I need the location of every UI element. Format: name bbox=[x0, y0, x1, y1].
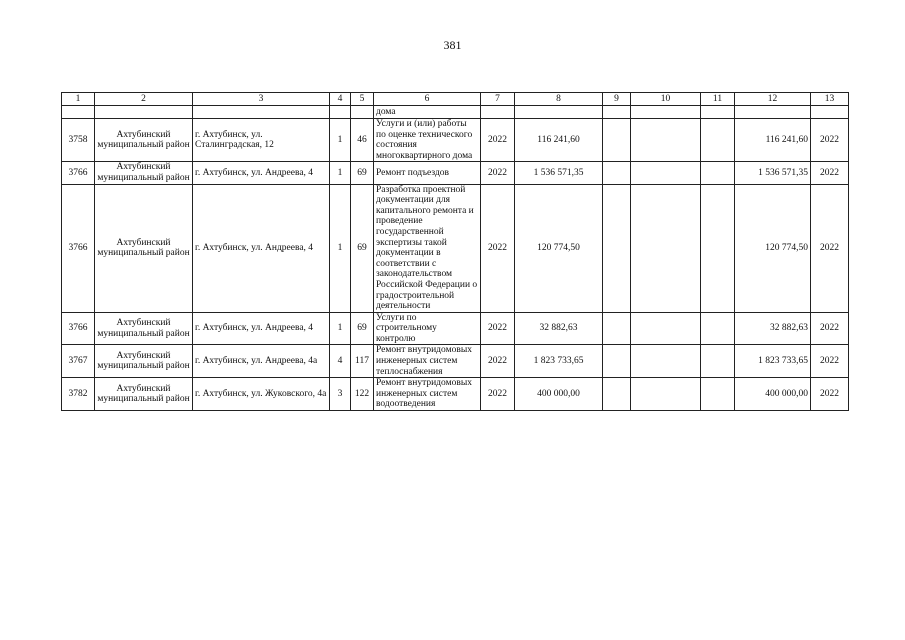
table-row bbox=[62, 184, 849, 312]
table-cell: 122 bbox=[351, 378, 374, 411]
column-header: 10 bbox=[631, 93, 701, 106]
work-type-cell: Разработка проектной документации для капитального ремонта и проведение государственной экспертизы такой документации в соответствии с законодательством Российской Федерации о градостроительной деятельности bbox=[374, 184, 481, 312]
table-row bbox=[62, 312, 849, 345]
row-number-cell: 3758 bbox=[62, 119, 95, 162]
column-header: 13 bbox=[811, 93, 849, 106]
table-cell: 3 bbox=[330, 378, 351, 411]
header-row bbox=[62, 93, 849, 106]
repair-program-table bbox=[61, 92, 849, 411]
table-cell bbox=[701, 312, 735, 345]
table-cell bbox=[631, 119, 701, 162]
column-header: 7 bbox=[481, 93, 515, 106]
work-type-cell: Услуги по строительному контролю bbox=[374, 312, 481, 345]
total-cost-cell: 120 774,50 bbox=[735, 184, 811, 312]
work-type-cell: Ремонт внутридомовых инженерных систем теплоснабжения bbox=[374, 345, 481, 378]
district-cell: Ахтубинский муниципальный район bbox=[95, 378, 193, 411]
total-cost-cell: 1 536 571,35 bbox=[735, 162, 811, 184]
district-cell: Ахтубинский муниципальный район bbox=[95, 312, 193, 345]
table-cell: 117 bbox=[351, 345, 374, 378]
district-cell: Ахтубинский муниципальный район bbox=[95, 119, 193, 162]
column-header: 12 bbox=[735, 93, 811, 106]
year-cell: 2022 bbox=[481, 378, 515, 411]
table-cell bbox=[603, 106, 631, 119]
column-header: 5 bbox=[351, 93, 374, 106]
address-cell: г. Ахтубинск, ул. Сталинградская, 12 bbox=[193, 119, 330, 162]
year-cell: 2022 bbox=[811, 378, 849, 411]
table-cell bbox=[603, 312, 631, 345]
table-cell bbox=[631, 162, 701, 184]
column-header: 4 bbox=[330, 93, 351, 106]
table-cell bbox=[603, 119, 631, 162]
table-cell: 46 bbox=[351, 119, 374, 162]
table-cell bbox=[193, 106, 330, 119]
column-header: 11 bbox=[701, 93, 735, 106]
cost-cell: 1 823 733,65 bbox=[515, 345, 603, 378]
table-cell bbox=[95, 106, 193, 119]
total-cost-cell: 400 000,00 bbox=[735, 378, 811, 411]
table-cell: 69 bbox=[351, 162, 374, 184]
table-cell: 1 bbox=[330, 184, 351, 312]
year-cell: 2022 bbox=[811, 312, 849, 345]
year-cell: 2022 bbox=[481, 184, 515, 312]
column-header: 3 bbox=[193, 93, 330, 106]
table-cell bbox=[631, 312, 701, 345]
table-cell bbox=[631, 106, 701, 119]
work-type-cell: дома bbox=[374, 106, 481, 119]
table-cell: 1 bbox=[330, 119, 351, 162]
table-cell: 1 bbox=[330, 312, 351, 345]
row-number-cell: 3782 bbox=[62, 378, 95, 411]
table-cell bbox=[62, 106, 95, 119]
cost-cell: 116 241,60 bbox=[515, 119, 603, 162]
table-cell bbox=[701, 378, 735, 411]
work-type-cell: Услуги и (или) работы по оценке технического состояния многоквартирного дома bbox=[374, 119, 481, 162]
column-header: 8 bbox=[515, 93, 603, 106]
address-cell: г. Ахтубинск, ул. Жуковского, 4а bbox=[193, 378, 330, 411]
year-cell: 2022 bbox=[811, 119, 849, 162]
table-cell bbox=[631, 345, 701, 378]
table-row bbox=[62, 162, 849, 184]
column-header: 6 bbox=[374, 93, 481, 106]
address-cell: г. Ахтубинск, ул. Андреева, 4 bbox=[193, 184, 330, 312]
column-header: 2 bbox=[95, 93, 193, 106]
table-cell bbox=[330, 106, 351, 119]
address-cell: г. Ахтубинск, ул. Андреева, 4 bbox=[193, 312, 330, 345]
table-cell: 1 bbox=[330, 162, 351, 184]
page-number: 381 bbox=[443, 38, 462, 52]
cost-cell: 32 882,63 bbox=[515, 312, 603, 345]
table-cell bbox=[631, 184, 701, 312]
column-header: 1 bbox=[62, 93, 95, 106]
row-number-cell: 3766 bbox=[62, 312, 95, 345]
cost-cell: 120 774,50 bbox=[515, 184, 603, 312]
cost-cell: 1 536 571,35 bbox=[515, 162, 603, 184]
total-cost-cell: 1 823 733,65 bbox=[735, 345, 811, 378]
row-number-cell: 3766 bbox=[62, 162, 95, 184]
table-cell bbox=[603, 162, 631, 184]
year-cell: 2022 bbox=[811, 345, 849, 378]
table-cell bbox=[701, 345, 735, 378]
table-cell bbox=[701, 184, 735, 312]
table-cell bbox=[701, 162, 735, 184]
table-row bbox=[62, 119, 849, 162]
total-cost-cell: 116 241,60 bbox=[735, 119, 811, 162]
district-cell: Ахтубинский муниципальный район bbox=[95, 162, 193, 184]
work-type-cell: Ремонт подъездов bbox=[374, 162, 481, 184]
work-type-cell: Ремонт внутридомовых инженерных систем водоотведения bbox=[374, 378, 481, 411]
year-cell: 2022 bbox=[811, 162, 849, 184]
table-cell: 4 bbox=[330, 345, 351, 378]
column-header: 9 bbox=[603, 93, 631, 106]
year-cell: 2022 bbox=[481, 119, 515, 162]
table-row bbox=[62, 378, 849, 411]
year-cell: 2022 bbox=[481, 345, 515, 378]
table-cell bbox=[701, 106, 735, 119]
address-cell: г. Ахтубинск, ул. Андреева, 4 bbox=[193, 162, 330, 184]
table-cell bbox=[735, 106, 811, 119]
table-cell bbox=[603, 345, 631, 378]
table-cell bbox=[481, 106, 515, 119]
year-cell: 2022 bbox=[811, 184, 849, 312]
continuation-row bbox=[62, 106, 849, 119]
year-cell: 2022 bbox=[481, 162, 515, 184]
row-number-cell: 3767 bbox=[62, 345, 95, 378]
cost-cell: 400 000,00 bbox=[515, 378, 603, 411]
district-cell: Ахтубинский муниципальный район bbox=[95, 345, 193, 378]
table-cell: 69 bbox=[351, 184, 374, 312]
table-cell bbox=[811, 106, 849, 119]
address-cell: г. Ахтубинск, ул. Андреева, 4а bbox=[193, 345, 330, 378]
district-cell: Ахтубинский муниципальный район bbox=[95, 184, 193, 312]
table-cell bbox=[351, 106, 374, 119]
table-row bbox=[62, 345, 849, 378]
table-cell bbox=[603, 378, 631, 411]
total-cost-cell: 32 882,63 bbox=[735, 312, 811, 345]
table-cell: 69 bbox=[351, 312, 374, 345]
table-cell bbox=[515, 106, 603, 119]
table-cell bbox=[701, 119, 735, 162]
table-cell bbox=[631, 378, 701, 411]
row-number-cell: 3766 bbox=[62, 184, 95, 312]
table-cell bbox=[603, 184, 631, 312]
year-cell: 2022 bbox=[481, 312, 515, 345]
